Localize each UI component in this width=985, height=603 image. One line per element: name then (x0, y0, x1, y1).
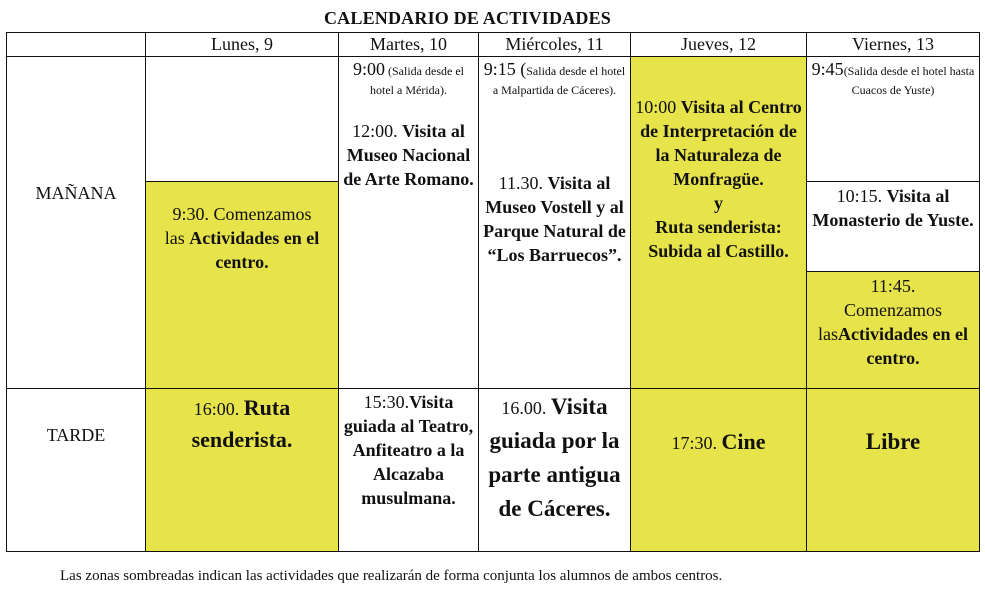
viernes-afternoon-cell (806, 388, 980, 552)
miercoles-departure-note: Salida desde el hotel a Malpartida de Cáceres). (492, 64, 626, 97)
header-jueves-label: Jueves, 12 (681, 34, 756, 54)
miercoles-visit-bold: Visita al Museo Vostell y al Parque Natural de “Los Barruecos”. (483, 173, 626, 265)
miercoles-afternoon-bold: Visita guiada por la parte antigua de Cáceres. (488, 394, 621, 521)
header-jueves (630, 32, 807, 57)
jueves-afternoon-text (668, 427, 768, 460)
viernes-departure-cell (806, 56, 980, 182)
jueves-morning-time: 10:00 (635, 97, 681, 117)
viernes-activity-time: 11:45. (870, 276, 916, 296)
header-miercoles (478, 32, 631, 57)
miercoles-departure (479, 60, 630, 99)
row-label-morning-text: MAÑANA (35, 183, 117, 203)
martes-departure (339, 60, 478, 99)
viernes-visit-time: 10:15. (836, 186, 887, 206)
jueves-morning-bold-2: y (714, 193, 723, 213)
header-martes-label: Martes, 10 (370, 34, 447, 54)
jueves-morning-text (631, 95, 806, 263)
lunes-morning-prefix: las (164, 227, 190, 248)
lunes-morning-empty-cell (145, 56, 339, 182)
martes-visit-time: 12:00. (352, 121, 403, 141)
lunes-morning-time: 9:30. Comenzamos (172, 203, 312, 224)
martes-departure-note: (Salida desde el hotel a Mérida). (370, 64, 464, 97)
lunes-morning-activity-cell (145, 181, 339, 389)
viernes-visit-bold: Visita al Monasterio de Yuste. (812, 186, 974, 230)
martes-afternoon-text (339, 390, 478, 510)
martes-visit-bold: Visita al Museo Nacional de Arte Romano. (343, 121, 474, 189)
viernes-afternoon-bold: Libre (865, 429, 921, 454)
viernes-visit-cell (806, 181, 980, 272)
miercoles-visit-time: 11.30. (498, 173, 548, 193)
martes-afternoon-bold: Visita guiada al Teatro, Anfiteatro a la Alcazaba musulmana. (343, 392, 474, 508)
header-corner-cell (6, 32, 146, 57)
shading-legend-note: Las zonas sombreadas indican las actividades que realizarán de forma conjunta los alumnos de ambos centros. (60, 568, 723, 584)
martes-morning-cell (338, 56, 479, 389)
row-label-morning (6, 56, 146, 389)
jueves-morning-bold-3: Ruta senderista: Subida al Castillo. (648, 217, 789, 261)
viernes-activity-text: Comenzamos las (818, 300, 942, 344)
header-lunes-label: Lunes, 9 (211, 34, 273, 54)
viernes-afternoon-text (863, 427, 924, 460)
lunes-afternoon-text (146, 393, 338, 457)
martes-visit (339, 119, 478, 191)
viernes-activity (807, 274, 979, 370)
jueves-afternoon-time: 17:30. (671, 433, 722, 453)
row-label-afternoon (6, 388, 146, 552)
header-miercoles-label: Miércoles, 11 (505, 34, 604, 54)
jueves-afternoon-cell (630, 388, 807, 552)
lunes-morning-bold: Actividades en el centro. (189, 227, 320, 272)
martes-afternoon-time: 15:30. (363, 392, 410, 412)
lunes-afternoon-bold: Ruta senderista. (191, 395, 293, 452)
header-viernes (806, 32, 980, 57)
martes-afternoon-cell (338, 388, 479, 552)
martes-departure-time: 9:00 (353, 59, 386, 79)
viernes-departure-time: 9:45 (811, 59, 844, 79)
viernes-activity-bold: Actividades en el centro. (838, 324, 968, 368)
miercoles-departure-time: 9:15 ( (483, 59, 527, 79)
miercoles-visit (479, 171, 630, 267)
lunes-afternoon-time: 16:00. (193, 399, 244, 419)
header-viernes-label: Viernes, 13 (852, 34, 934, 54)
page-title: CALENDARIO DE ACTIVIDADES (323, 8, 612, 28)
lunes-afternoon-cell (145, 388, 339, 552)
viernes-visit (807, 184, 979, 232)
viernes-activity-cell (806, 271, 980, 389)
jueves-morning-bold-1: Visita al Centro de Interpretación de la Naturaleza de Monfragüe. (640, 97, 802, 189)
miercoles-afternoon-text (479, 391, 630, 527)
lunes-morning-text (146, 202, 338, 274)
jueves-morning-cell (630, 56, 807, 389)
viernes-departure-note: (Salida desde el hotel hasta Cuacos de Yuste) (843, 64, 975, 97)
jueves-afternoon-bold: Cine (721, 429, 766, 454)
row-label-afternoon-text: TARDE (46, 425, 106, 445)
viernes-departure (807, 60, 979, 99)
header-lunes (145, 32, 339, 57)
miercoles-morning-cell (478, 56, 631, 389)
miercoles-afternoon-time: 16.00. (501, 398, 551, 418)
miercoles-afternoon-cell (478, 388, 631, 552)
header-martes (338, 32, 479, 57)
